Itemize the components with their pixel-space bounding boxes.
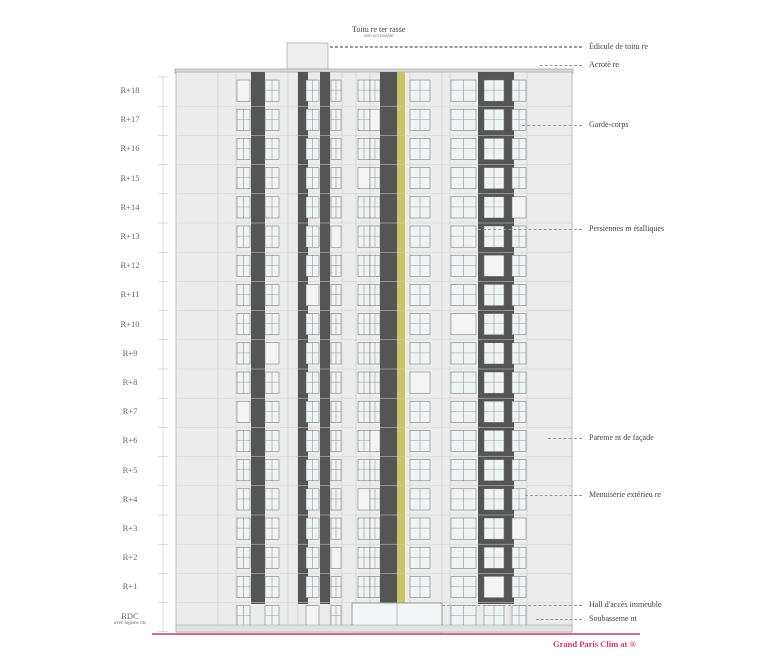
level-label: R+6 [122,435,138,446]
window [410,372,430,393]
level-label: RDC [121,610,139,621]
annotation-label: Garde-corps [589,120,629,129]
window [331,547,341,568]
level-label: R+12 [120,260,140,271]
level-label: R+8 [122,377,138,387]
annotation-leader [442,605,582,606]
annotation-leader [522,125,582,126]
window [484,576,504,597]
annotation-leader [330,47,582,48]
window [484,255,504,276]
level-label: R+3 [122,523,138,533]
level-label: R+4 [122,493,138,504]
level-label: R+18 [120,85,140,95]
level-label: R+17 [120,114,140,125]
window [237,80,250,101]
annotation-leader [478,229,582,230]
window [358,489,370,510]
plinth [176,625,572,632]
level-label: R+10 [120,318,140,329]
level-label: R+7 [122,406,138,417]
level-label: R+1 [122,581,138,592]
window [331,226,341,247]
annotation-leader [525,495,582,496]
annotation-label: Pareme nt de façade [589,433,654,442]
rooftop-structure [287,43,328,72]
window [306,606,319,627]
annotation-leader [548,438,582,439]
dark-panel [320,72,330,604]
window [265,343,279,364]
annotation-label: Menuiserie extérieu re [589,490,661,499]
roof-subtitle: non accessible [364,34,394,39]
credit: Grand Paris Clim at ® [553,639,636,649]
level-label: R+16 [120,143,140,154]
window [237,401,250,422]
level-label: R+5 [122,464,138,475]
annotation-label: Hall d'accès immeuble [589,600,662,609]
annotation-leader [536,619,582,620]
annotation-label: Persiennes m étalliques [589,224,665,233]
roof-title: Toitu re ter rasse [352,25,406,34]
yellow-band [397,72,405,604]
window [512,518,526,539]
level-label: R+14 [120,201,140,212]
window [370,430,380,451]
window [370,109,380,130]
dark-panel [251,72,265,604]
window [451,314,476,335]
level-label: R+13 [120,231,140,241]
window [512,197,526,218]
window [358,168,370,189]
annotation-leader [540,65,582,66]
annotation-label: Soubasseme nt [589,614,637,623]
level-label: R+15 [120,172,140,183]
level-label: R+9 [122,347,138,358]
annotation-label: Édicule de toitu re [589,42,648,51]
annotation-label: Acrotè re [589,60,619,69]
level-label: R+11 [120,289,140,300]
level-label: R+2 [122,552,138,563]
roof-label [352,25,405,39]
ground-note: avec logeme nts [114,620,146,626]
window [306,284,319,305]
